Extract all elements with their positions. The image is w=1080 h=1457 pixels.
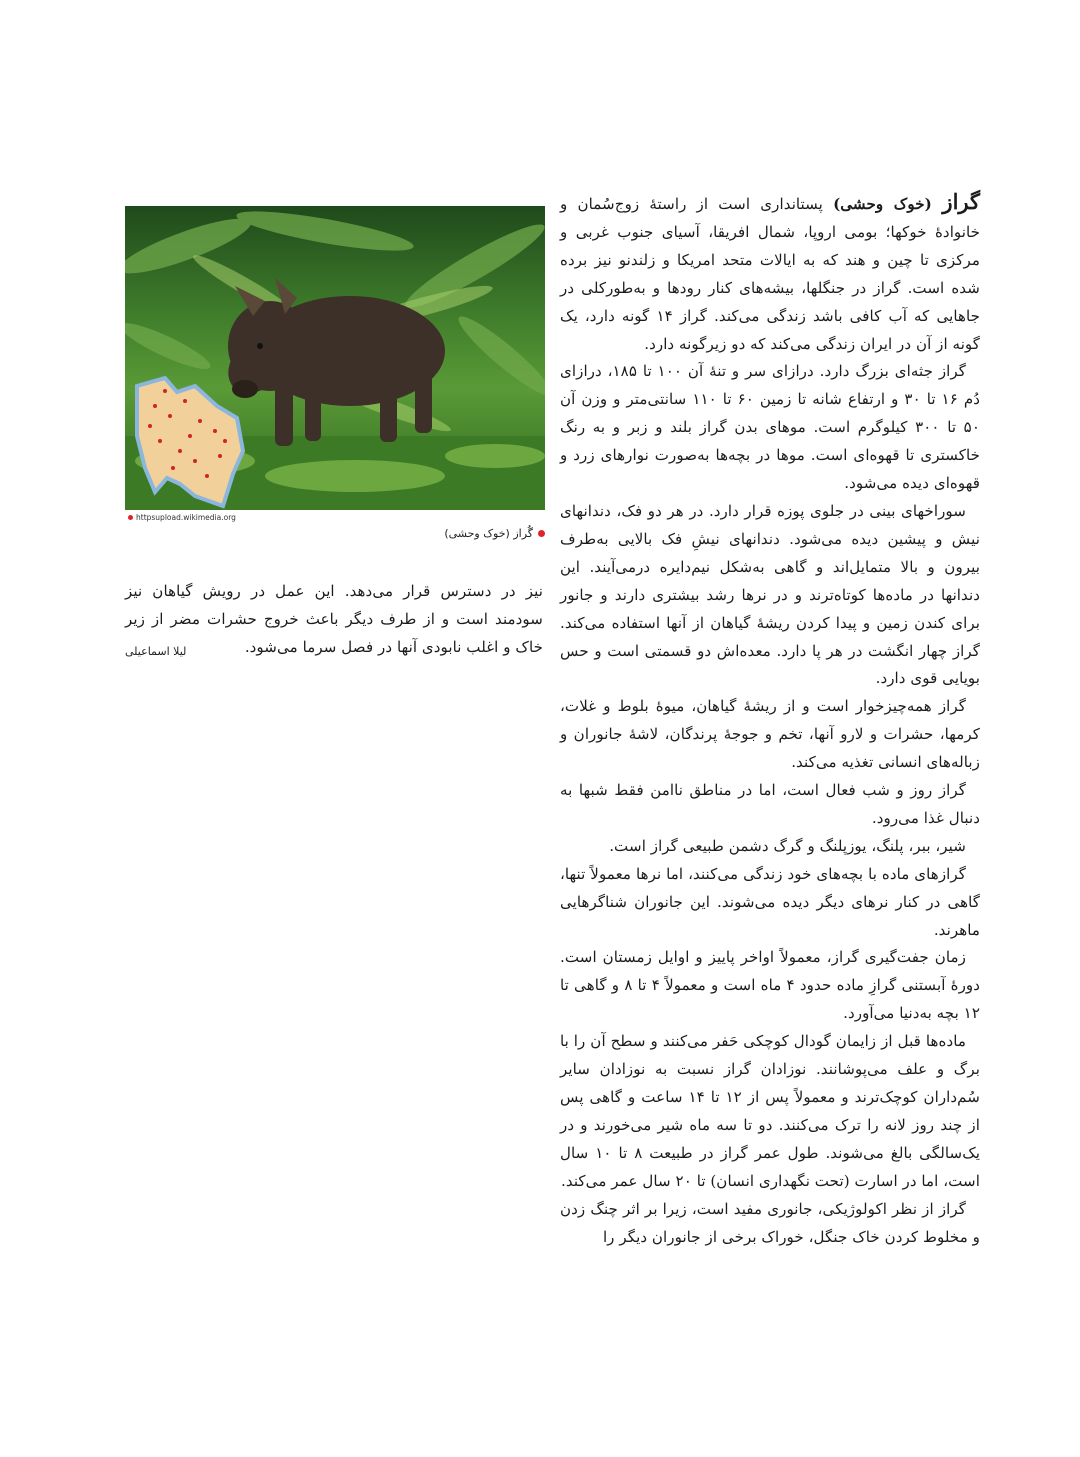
author-name: لیلا اسماعیلی [125,644,187,658]
article-column-left [125,578,543,662]
article-paragraph-9: ماده‌ها قبل از زایمان گودال کوچکی حَفر می‌کنند و سطح آن را با برگ و علف می‌پوشانند. نوزادان گراز نسبت به نوزادان سایر سُم‌داران کوچک‌ترند و معمولاً پس از ۱۲ تا ۱۴ ساعت و گاهی پس از چند روز لانه را ترک می‌کنند. دو تا سه ماه شیر می‌خورند و در یک‌سالگی بالغ می‌شوند. طول عمر گراز در طبیعت ۸ تا ۱۰ سال است، اما در اسارت (تحت نگهداری انسان) تا ۲۰ سال عمر می‌کند. [560,1032,981,1190]
article-paragraph-1 [560,188,980,358]
article-paragraph-8: زمان جفت‌گیری گراز، معمولاً اواخر پاییز و اوایل زمستان است. دورهٔ آبستنی گرازِ ماده حدود ۴ ماه است و معمولاً ۴ تا ۸ و گاهی تا ۱۲ بچه به‌دنیا می‌آورد. [560,948,981,1023]
range-map-icon [137,378,243,506]
caption-bullet-icon [538,530,545,537]
headword: گراز [942,189,980,214]
credit-text: httpsupload.wikimedia.org [136,513,236,522]
article-paragraph-5: گراز روز و شب فعال است، اما در مناطق ناامن فقط شبها به دنبال غذا می‌رود. [560,781,980,827]
credit-bullet-icon [128,515,133,520]
paragraph-text: پستانداری است از راستهٔ زوج‌سُمان و خانوادهٔ خوکها؛ بومی اروپا، شمال افریقا، آسیای جنوب غربی و مرکزی تا چین و هند که به ایالات متحد امریکا و زلندنو نیز برده شده است. گراز در جنگلها، بیشه‌های کنار رودها و به‌طورکلی در جاهایی که آب کافی باشد زندگی می‌کند. گراز ۱۴ گونه دارد، یک گونه از آن در ایران زندگی می‌کند که دو زیرگونه دارد. [560,195,980,353]
photo-caption [444,527,545,540]
boar-illustration-icon [125,206,545,510]
continuation-paragraph: نیز در دسترس قرار می‌دهد. این عمل در رویش گیاهان نیز سودمند است و از طرف دیگر باعث خروج حشرات مضر از زیر خاک و اغلب نابودی آنها در فصل سرما می‌شود. [125,582,543,656]
article-paragraph-2: گراز جثه‌ای بزرگ دارد. درازای سر و تنهٔ آن ۱۰۰ تا ۱۸۵، درازای دُم ۱۶ تا ۳۰ و ارتفاع شانه تا زمین ۶۰ تا ۱۱۰ سانتی‌متر و وزن آن ۵۰ تا ۳۰۰ کیلوگرم است. موهای بدن گراز بلند و زبر و به رنگ خاکستری تا قهوه‌ای است. موها در بچه‌ها به‌صورت نوارهای زرد و قهوه‌ای دیده می‌شود. [560,362,981,493]
article-paragraph-4: گراز همه‌چیزخوار است و از ریشهٔ گیاهان، میوهٔ بلوط و غلات، کرمها، حشرات و لارو آنها، تخم و جوجهٔ پرندگان، لاشهٔ جانوران و زباله‌های انسانی تغذیه می‌کند. [560,697,980,772]
article-paragraph-7: گرازهای ماده با بچه‌های خود زندگی می‌کنند، اما نرها معمولاً تنها، گاهی در کنار نرهای دیگر دیده می‌شوند. این جانوران شناگرهایی ماهرند. [560,864,980,939]
caption-text: گُراز (خوک وحشی) [444,527,533,540]
photo-credit [128,513,236,522]
article-paragraph-10: گراز از نظر اکولوژیکی، جانوری مفید است، زیرا بر اثر چنگ زدن و مخلوط کردن خاک جنگل، خوراک برخی از جانوران دیگر را [560,1199,980,1246]
article-column-right [560,188,980,1251]
boar-photo [125,206,545,510]
article-paragraph-6: شیر، ببر، پلنگ، یوزپلنگ و گرگ دشمن طبیعی گراز است. [609,836,966,855]
headword-alias: (خوک وحشی) [833,195,943,213]
article-paragraph-3: سوراخهای بینی در جلوی پوزه قرار دارد. در هر دو فک، دندانهای نیش و پیشین دیده می‌شود. دندانهای نیشِ فک بالایی به‌طرف بیرون و بالا متمایل‌اند و گاهی به‌شکل نیم‌دایره درمی‌آیند. این دندانها در ماده‌ها کوتاه‌ترند و در نرها رشد بیشتری دارند و جانور برای کندن زمین و پیدا کردن ریشهٔ گیاهان از آنها استفاده می‌کند. گراز چهار انگشت در هر پا دارد. معده‌اش دو قسمتی است و حس بویایی قوی دارد. [560,501,980,688]
